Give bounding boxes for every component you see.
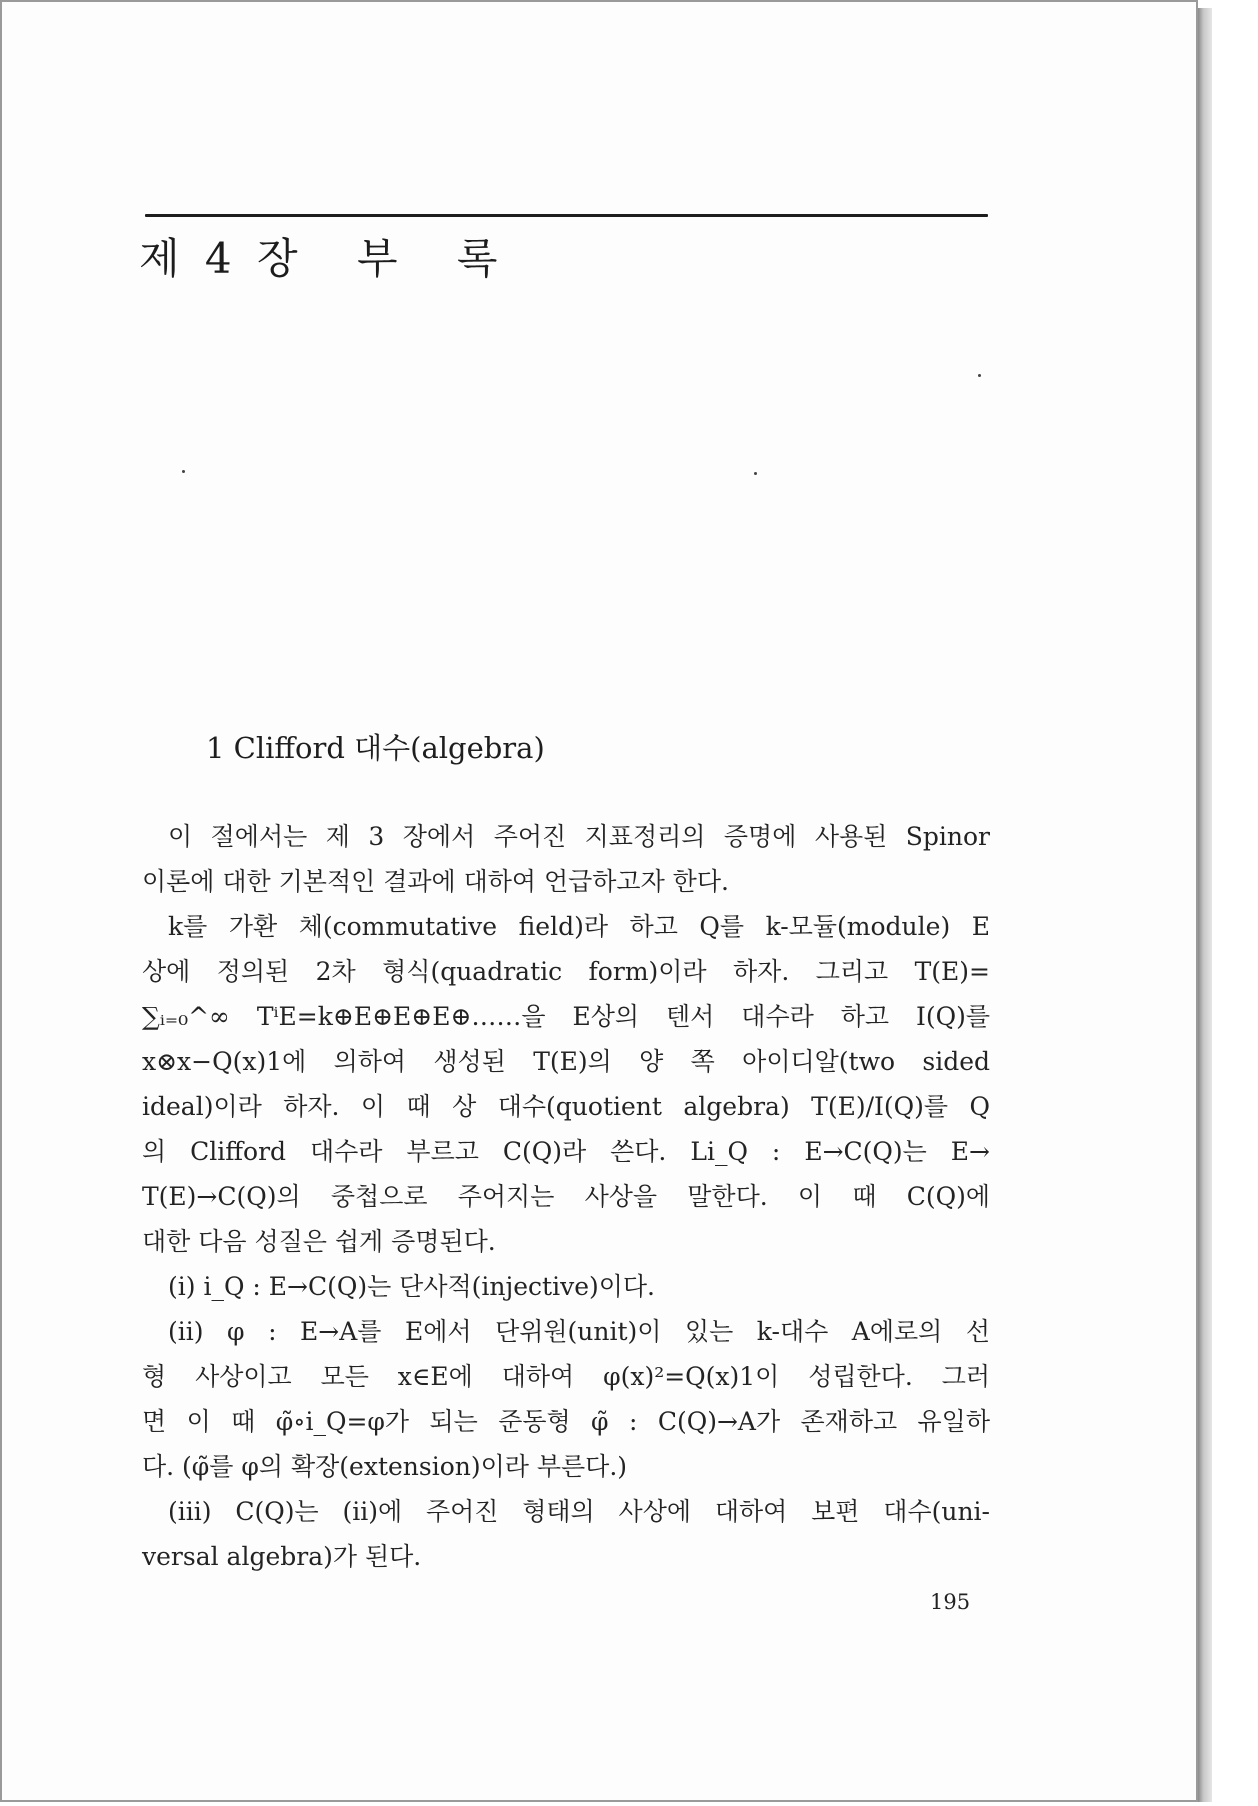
text-line: 의 Clifford 대수라 부르고 C(Q)라 쓴다. Li_Q : E→C(Q)는 E→ [142, 1137, 990, 1166]
text-line: ideal)이라 하자. 이 때 상 대수(quotient algebra) T(E)/I(Q)를 Q [142, 1092, 990, 1121]
text-line: 형 사상이고 모든 x∈E에 대하여 φ(x)²=Q(x)1이 성립한다. 그러 [142, 1362, 990, 1391]
print-speck [978, 374, 981, 377]
text-line: 면 이 때 φ̃∘i_Q=φ가 되는 준동형 φ̃ : C(Q)→A가 존재하고 유일하 [142, 1407, 990, 1436]
text-line: 대한 다음 성질은 쉽게 증명된다. [142, 1227, 496, 1256]
chapter-number: 제 4 장 [139, 234, 304, 283]
text-line: versal algebra)가 된다. [142, 1542, 422, 1571]
chapter-heading [139, 226, 503, 286]
body-text [142, 814, 990, 1579]
text-line: k를 가환 체(commutative field)라 하고 Q를 k-모듈(module) E [168, 912, 990, 941]
chapter-rule [145, 214, 988, 217]
chapter-title-second: 록 [456, 234, 504, 283]
page-edge-shadow [1198, 8, 1212, 1802]
text-line: 이론에 대한 기본적인 결과에 대하여 언급하고자 한다. [142, 867, 729, 896]
chapter-title-first: 부 [356, 234, 404, 283]
text-line: 상에 정의된 2차 형식(quadratic form)이라 하자. 그리고 T(E)= [142, 957, 990, 986]
text-line: (iii) C(Q)는 (ii)에 주어진 형태의 사상에 대하여 보편 대수(uni- [168, 1497, 990, 1526]
print-speck [182, 470, 185, 473]
text-line: x⊗x−Q(x)1에 의하여 생성된 T(E)의 양 쪽 아이디알(two sided [142, 1047, 990, 1076]
page-number: 195 [930, 1590, 971, 1614]
section-heading: 1 Clifford 대수(algebra) [206, 731, 545, 765]
text-line: T(E)→C(Q)의 중첩으로 주어지는 사상을 말한다. 이 때 C(Q)에 [142, 1182, 990, 1211]
text-line: (ii) φ : E→A를 E에서 단위원(unit)이 있는 k-대수 A에로의 선 [168, 1317, 990, 1346]
text-line: 이 절에서는 제 3 장에서 주어진 지표정리의 증명에 사용된 Spinor [168, 822, 990, 851]
text-line: (i) i_Q : E→C(Q)는 단사적(injective)이다. [168, 1272, 655, 1301]
print-speck [754, 472, 757, 475]
text-line: ∑ᵢ₌₀^∞ TⁱE=k⊕E⊕E⊕E⊕……을 E상의 텐서 대수라 하고 I(Q)를 [142, 1002, 990, 1031]
text-line: 다. (φ̃를 φ의 확장(extension)이라 부른다.) [142, 1452, 628, 1481]
